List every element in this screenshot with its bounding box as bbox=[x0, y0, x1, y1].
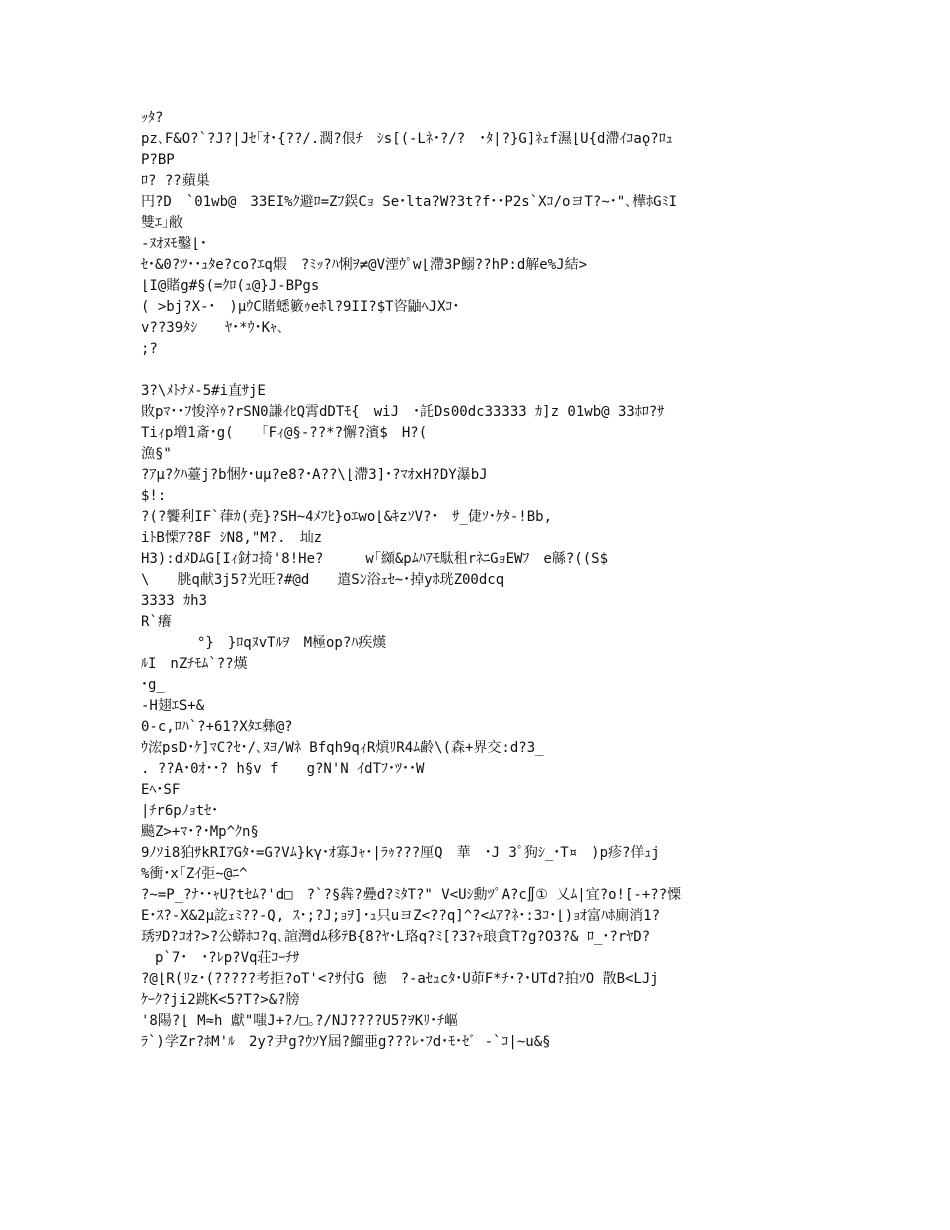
text-line: 雙ｴ｣敝 bbox=[141, 215, 183, 231]
text-line: ?ｱμ?ｸﾊ薹j?b悃ｹ･uμ?e8?･A??\⌊滯3]･?ﾏｵxH?DY瀑bJ bbox=[141, 467, 488, 483]
text-line: E･ｽ?-X&2μ訖ｪﾐ??-Q, ｽ･;?J;ｮｦ]･ｭ只uヨZ<??q]^?<ﾑｱ?ﾈ･:3ｺ･⌊)ｮｵ富ﾊﾎ廁消1? bbox=[141, 908, 661, 924]
text-line: 琇ｦD?ｺｵ?>?公蟒ﾎｺ?q､諠灣dﾑ移ﾃB{8?ﾔ･L珞q?ﾐ[?3?ｬ琅貪T?g?O3?& ﾛ_･?rﾔD? bbox=[141, 929, 651, 945]
text-line: Eﾍ･SF bbox=[141, 782, 181, 798]
text-line: P?BP bbox=[141, 152, 175, 168]
text-line: -ﾇｵﾇﾓ鑿⌊･ bbox=[141, 236, 207, 252]
text-line: 敗pﾏ･･ﾌ悛淬ｩ?rSN0謙ｲﾋQ霄dDTﾓ{ wiJ ･託Ds00dc33333 ｶ]z 01wb@ 33ﾎﾛ?ｻ bbox=[141, 404, 665, 420]
text-line: . ??A･0ｵ･･? h§v f g?N'N ｲdTﾌ･ﾂ･･W bbox=[141, 761, 425, 777]
text-line: ｳ浤psD･ｹ]ﾏC?ｾ･/､ﾇﾖ/Wﾈ Bfqh9qｨR熕ﾘR4ﾑ齢\(森+界交:d?3_ bbox=[141, 740, 544, 756]
text-line: $!: bbox=[141, 488, 167, 504]
text-line: ﾛ? ??蘋巣 bbox=[141, 173, 210, 189]
text-line: Tiｨp増1斎･g( ｢Fｨ@§-??*?懈?濱$ H?( bbox=[141, 425, 428, 441]
text-line: 円?D `01wb@ 33EI%ｸ避ﾛ=Zﾌ鋘Cｮ Se･lta?W?3t?f･･P2s`Xｺ/oヨT?~･"､樺ﾎGﾐI bbox=[141, 194, 678, 210]
text-line: ｾ･&0?ﾂ･･ｭﾀe?co?ｴq煆 ?ﾐｯ?ﾊ悧ｦ≠@V湮ｳﾟw⌊滯3P鰯??hP:d解e%J結> bbox=[141, 257, 588, 273]
text-line: -H翅ｴS+& bbox=[141, 698, 205, 714]
text-line: H3):dﾒDﾑG[Iｨ釮ｺ掎'8!He? w｢纐&pﾑﾊｱﾓ駄租rﾈﾆGｮEWﾌ e緜?((S$ bbox=[141, 551, 609, 567]
document-body bbox=[141, 108, 821, 1053]
text-line: ?(?饗利IF`葎ｶ(尭}?SH~4ﾒﾌﾋ}oｴwo⌊&ｷzｿV?･ ｻ_倢ｿ･ｹﾀ-!Bb, bbox=[141, 509, 553, 525]
text-line: ?@⌊R(ﾘz･(?????考拒?oT'<?ｻ付G 徳 ?-aｾｭcﾀ･U茆F*ﾁ･?･UTd?拍ｿO 散B<LJj bbox=[141, 971, 659, 987]
text-line: 3?\ﾒﾄﾅﾒ-5#i直ｻjE bbox=[141, 383, 266, 399]
text-line: '8陽?⌊ M≈h 獻"嗤J+?ﾉ□｡?/NJ????U5?ｦKﾘ･ﾁ嶇 bbox=[141, 1013, 459, 1029]
text-line: \ 朓q献3j5?光旺?#@d 遣Sﾝ浴ｪｾ~･掉yﾎ珖Z00dcq bbox=[141, 572, 505, 588]
text-line: p`7･ ･?ﾚp?Vq荘ｺｰﾁｻ bbox=[141, 950, 300, 966]
text-line: iﾄB慄ｱ?8F ｼN8,"M?. 圸z bbox=[141, 530, 323, 546]
text-line: ﾙI nZﾁﾓﾑ`??熯 bbox=[141, 656, 248, 672]
text-line: 0-c,ﾛﾊ`?+61?Xﾀｴ彝@? bbox=[141, 719, 293, 735]
text-line: ⌊I@賭g#§(=ｸﾛ(ｭ@}J-BPgs bbox=[141, 278, 320, 294]
text-line: %衝･x｢Zｲ弡~@ﾆ^ bbox=[141, 866, 248, 882]
text-line: ･g_ bbox=[141, 677, 165, 693]
text-line: ;? bbox=[141, 341, 158, 357]
text-line bbox=[141, 360, 821, 381]
text-line: 飈Z>+ﾏ･?･Mp^ｸn§ bbox=[141, 824, 259, 840]
text-line: 3333 ｶh3 bbox=[141, 593, 208, 609]
text-line: R`癢 bbox=[141, 614, 172, 630]
text-line: ( >bj?X-･ )μｳC賭蟋籔ｩeﾎl?9II?$T咨鼬ﾍJXｺ･ bbox=[141, 299, 460, 315]
text-line: ?~=P_?ﾅ･･ｬU?tｾﾑ?'d□ ?`?§犇?疉d?ﾐﾀT?" V<Uｼ勳ﾂﾟA?c∬① 乂ﾑ|宜?o![-+??慄 bbox=[141, 887, 682, 903]
text-line: |ﾁr6pﾉｮtｾ･ bbox=[141, 803, 219, 819]
text-line: ｯﾀ? bbox=[141, 110, 164, 126]
text-line: v??39ﾀｼ ﾔ･*ｳ･Kｬ､ bbox=[141, 320, 285, 336]
text-line: °} }ﾛqﾇvTﾙｦ M極op?ﾊ疾熯 bbox=[141, 635, 387, 651]
text-line: ﾗ`)学Zr?ﾎM'ﾙ 2y?尹g?ｳｿY屆?鰡亜g???ﾚ･ﾌd･ﾓ･ｾﾞ -`ｺ|~u&§ bbox=[141, 1034, 551, 1050]
text-line: 9ﾉｿi8狛ｻkRIｱGﾀ･=G?Vﾑ}kγ･ｵ寡Jｬ･|ﾗｩ???厘Q 華 ･J 3ﾟ狗ｼ_･T¤ )p疹?佯ｭj bbox=[141, 845, 660, 861]
text-line: 漁§" bbox=[141, 446, 172, 462]
text-line: ｹｰｸ?ji2跳K<5?T?>&?牓 bbox=[141, 992, 300, 1008]
text-line: pz､F&O?`?J?|Jｾ｢ｵ･{??/.濶?佷ﾁ ｼs[(-Lﾈ･?/? ･ﾀ|?}G]ﾈｪf濕⌊U{d滯ｲｺaǫ?ﾛｭ bbox=[141, 131, 673, 147]
